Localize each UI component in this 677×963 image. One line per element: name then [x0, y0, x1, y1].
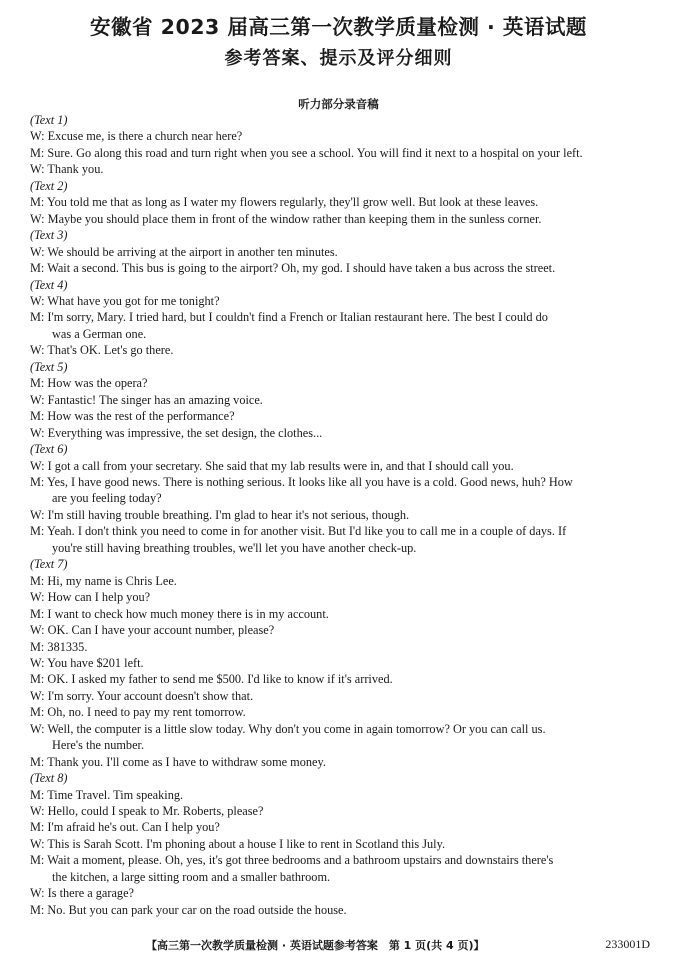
transcript-line: M: Wait a second. This bus is going to the airport? Oh, my god. I should have taken a bus across the street.: [30, 261, 556, 276]
transcript-line: M: Oh, no. I need to pay my rent tomorrow.: [30, 705, 246, 720]
page-footer: [0, 937, 677, 957]
transcript-line: you're still having breathing troubles, we'll let you have another check-up.: [52, 540, 417, 555]
transcript-line: the kitchen, a large sitting room and a smaller bathroom.: [52, 869, 331, 884]
text-label: (Text 4): [30, 277, 68, 292]
transcript-line: Here's the number.: [52, 738, 145, 753]
transcript-line: W: I'm sorry. Your account doesn't show that.: [30, 688, 254, 703]
transcript-line: W: I got a call from your secretary. She said that my lab results were in, and that I should call you.: [30, 458, 514, 473]
transcript-line: M: 381335.: [30, 639, 88, 654]
transcript-line: W: This is Sarah Scott. I'm phoning about a house I like to rent in Scotland this July.: [30, 836, 446, 851]
text-label: (Text 3): [30, 228, 68, 243]
transcript-line: W: Thank you.: [30, 162, 104, 177]
footer-page-info: 【高三第一次教学质量检测 · 英语试题参考答案 第 1 页(共 4 页)】: [146, 939, 485, 952]
transcript-line: W: What have you got for me tonight?: [30, 293, 220, 308]
transcript-line: M: I'm afraid he's out. Can I help you?: [30, 820, 220, 835]
text-label: (Text 1): [30, 113, 68, 127]
transcript-line: M: Yes, I have good news. There is nothing serious. It looks like all you have is a cold. Good news, huh? How: [30, 474, 573, 489]
transcript-line: W: Hello, could I speak to Mr. Roberts, please?: [30, 804, 264, 819]
transcript-line: W: How can I help you?: [30, 590, 151, 605]
transcript-line: M: OK. I asked my father to send me $500. I'd like to know if it's arrived.: [30, 672, 393, 687]
transcript-line: are you feeling today?: [52, 491, 162, 506]
transcript-line: M: No. But you can park your car on the road outside the house.: [30, 902, 347, 917]
transcript-line: was a German one.: [52, 326, 147, 341]
text-label: (Text 2): [30, 178, 68, 193]
section-heading: 听力部分录音稿: [298, 97, 379, 111]
transcript-line: W: Fantastic! The singer has an amazing voice.: [30, 392, 263, 407]
transcript-line: W: Is there a garage?: [30, 886, 135, 901]
transcript-line: W: Well, the computer is a little slow today. Why don't you come in again tomorrow? Or you can call us.: [30, 721, 546, 736]
text-label: (Text 8): [30, 771, 68, 786]
transcript-line: M: Hi, my name is Chris Lee.: [30, 573, 177, 588]
transcript-line: M: Time Travel. Tim speaking.: [30, 787, 184, 802]
transcript-line: W: Maybe you should place them in front of the window rather than keeping them in the sunless corner.: [30, 211, 542, 226]
transcript-line: W: I'm still having trouble breathing. I'm glad to hear it's not serious, though.: [30, 507, 410, 522]
transcript-line: M: How was the rest of the performance?: [30, 409, 235, 424]
transcript-line: W: Excuse me, is there a church near here?: [30, 129, 243, 144]
footer-exam-code: 233001D: [605, 937, 650, 951]
listening-transcript: [30, 112, 652, 918]
transcript-line: M: I'm sorry, Mary. I tried hard, but I couldn't find a French or Italian restaurant here. The best I could do: [30, 310, 548, 325]
document-title: 安徽省 2023 届高三第一次教学质量检测 · 英语试题: [90, 15, 587, 39]
transcript-line: M: How was the opera?: [30, 376, 148, 391]
transcript-line: M: Wait a moment, please. Oh, yes, it's got three bedrooms and a bathroom upstairs and downstairs there's: [30, 853, 554, 868]
transcript-line: M: I want to check how much money there is in my account.: [30, 606, 329, 621]
transcript-line: M: Thank you. I'll come as I have to withdraw some money.: [30, 754, 326, 769]
transcript-line: M: Sure. Go along this road and turn right when you see a school. You will find it next to a hospital on your left.: [30, 145, 583, 160]
transcript-line: W: We should be arriving at the airport in another ten minutes.: [30, 244, 338, 259]
transcript-line: M: Yeah. I don't think you need to come in for another visit. But I'd like you to call me in a couple of days. If: [30, 524, 567, 539]
text-label: (Text 5): [30, 359, 68, 374]
transcript-line: W: Everything was impressive, the set design, the clothes...: [30, 425, 323, 440]
transcript-line: W: That's OK. Let's go there.: [30, 343, 174, 358]
transcript-line: W: OK. Can I have your account number, please?: [30, 623, 275, 638]
transcript-line: M: You told me that as long as I water my flowers regularly, they'll grow well. But look at these leaves.: [30, 195, 539, 210]
text-label: (Text 7): [30, 557, 68, 572]
text-label: (Text 6): [30, 442, 68, 457]
transcript-line: W: You have $201 left.: [30, 655, 144, 670]
document-subtitle: 参考答案、提示及评分细则: [224, 48, 453, 69]
